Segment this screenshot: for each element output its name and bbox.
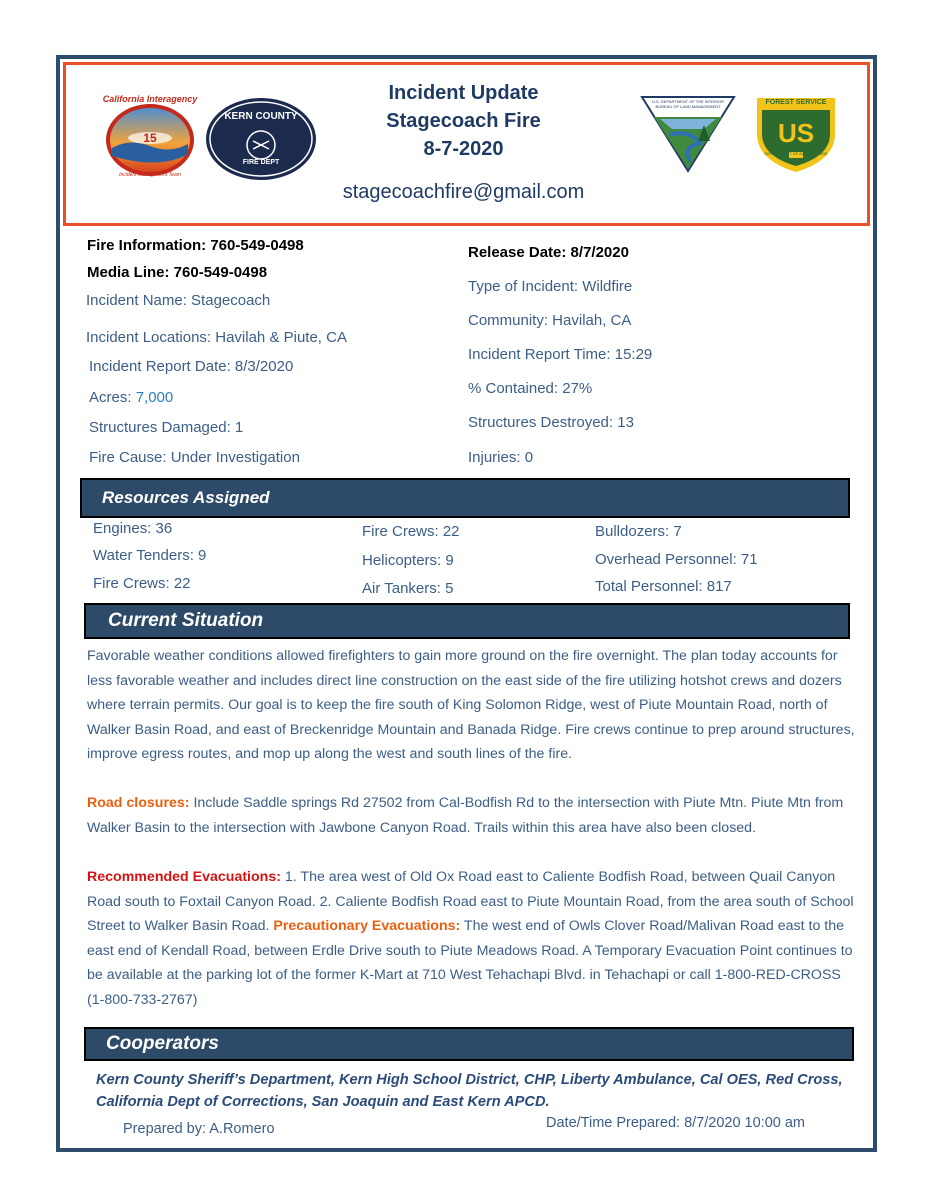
cal-imt-sub: Incident Management Team (119, 172, 181, 178)
percent-contained: % Contained: 27% (468, 380, 593, 397)
blm-logo (640, 95, 736, 173)
structures-destroyed: Structures Destroyed: 13 (468, 414, 634, 431)
resources-title: Resources Assigned (102, 488, 270, 507)
acres-label: Acres: (89, 389, 136, 406)
blm-text: U.S. DEPARTMENT OF THE INTERIOR BUREAU OF LAND MANAGEMENT (652, 99, 724, 109)
incident-report-date: Incident Report Date: 8/3/2020 (89, 358, 294, 375)
prepared-time: Date/Time Prepared: 8/7/2020 10:00 am (546, 1115, 806, 1131)
evacuations-label: Recommended Evacuations: (87, 869, 281, 885)
cooperators-text: Kern County Sheriff’s Department, Kern High School District, CHP, Liberty Ambulance, Cal OES, Red Cross, California Dept of Corrections, San Joaquin and East Kern APCD. (96, 1072, 843, 1110)
situation-paragraph: Favorable weather conditions allowed firefighters to gain more ground on the fire overnight. The plan today accounts for less favorable weather and includes direct line construction on the east side of the fire utilizing hotshot crews and dozers where terrain permits. Our goal is to keep the fire south of King Solomon Ridge, west of Piute Mountain Road, north of Walker Basin Road, and east of Breckenridge Mountain and Banada Ridge. Fire crews continue to prep around structures, improve egress routes, and mop up along the west and south lines of the fire. (87, 648, 855, 763)
resource-water-tenders: Water Tenders: 9 (93, 547, 207, 564)
cooperators-bar (84, 1027, 854, 1061)
resource-total-personnel: Total Personnel: 817 (595, 578, 732, 595)
forest-service-bottom: DEPARTMENT OF AGRICULTURE (764, 151, 828, 156)
road-closures-text: Include Saddle springs Rd 27502 from Cal-Bodfish Rd to the intersection with Piute Mtn. Piute Mtn from Walker Basin to the intersection with Jawbone Canyon Road. Trails within this area have also been closed. (87, 795, 844, 836)
forest-service-top: FOREST SERVICE (765, 99, 827, 106)
community: Community: Havilah, CA (468, 312, 632, 329)
kern-county-logo (205, 97, 317, 181)
resource-fire-crews-2: Fire Crews: 22 (362, 523, 460, 540)
header-email[interactable]: stagecoachfire@gmail.com (342, 181, 585, 203)
resource-fire-crews-1: Fire Crews: 22 (93, 575, 191, 592)
kern-county-sub: FIRE DEPT (242, 159, 280, 166)
release-date: Release Date: 8/7/2020 (468, 244, 629, 261)
resource-bulldozers: Bulldozers: 7 (595, 523, 682, 540)
cal-imt-number: 15 (143, 131, 157, 145)
forest-service-logo (753, 94, 839, 174)
prepared-by: Prepared by: A.Romero (123, 1121, 275, 1137)
fire-cause: Fire Cause: Under Investigation (89, 449, 300, 466)
cal-imt-text: California Interagency (102, 94, 198, 104)
header-title-line1: Incident Update (388, 82, 539, 104)
header-title-line3: 8-7-2020 (423, 138, 504, 160)
resource-overhead-personnel: Overhead Personnel: 71 (595, 551, 758, 568)
evacuations-text: 1. The area west of Old Ox Road east to Caliente Bodfish Road, between Quail Canyon Road south to Foxtail Canyon Road. 2. Caliente Bodfish Road east to Piute Mountain Road, from the area south of School Street to Walker Basin Road. (87, 869, 854, 935)
header-title-line2: Stagecoach Fire (386, 110, 541, 132)
incident-type: Type of Incident: Wildfire (468, 278, 633, 295)
resource-air-tankers: Air Tankers: 5 (362, 580, 454, 597)
fire-information: Fire Information: 760-549-0498 (87, 237, 304, 254)
structures-damaged: Structures Damaged: 1 (89, 419, 244, 436)
media-line: Media Line: 760-549-0498 (87, 264, 268, 281)
road-closures (87, 791, 857, 840)
incident-report-time: Incident Report Time: 15:29 (468, 346, 653, 363)
precautionary-text: The west end of Owls Clover Road/Malivan Road east to the east end of Kendall Road, between Erdle Drive south to Piute Meadows Road. A Temporary Evacuation Point continues to be available at the parking lot of the former K-Mart at 710 West Tehachapi Blvd. in Tehachapi or call 1-800-RED-CROSS (1-800-733-2767) (87, 918, 853, 1008)
incident-name: Incident Name: Stagecoach (86, 292, 271, 309)
cooperators-title: Cooperators (106, 1033, 219, 1054)
resource-engines: Engines: 36 (93, 520, 173, 537)
situation-title: Current Situation (108, 610, 264, 631)
forest-service-mid: US (777, 118, 815, 148)
acres (89, 389, 173, 406)
acres-value: 7,000 (135, 389, 174, 406)
injuries: Injuries: 0 (468, 449, 534, 466)
resources-bar (80, 478, 850, 518)
road-closures-label: Road closures: (87, 795, 190, 811)
resource-helicopters: Helicopters: 9 (362, 552, 454, 569)
precautionary-label: Precautionary Evacuations: (273, 918, 461, 935)
incident-locations: Incident Locations: Havilah & Piute, CA (86, 329, 347, 346)
situation-bar (84, 603, 850, 639)
kern-county-text: KERN COUNTY (224, 111, 298, 122)
evacuations (87, 865, 857, 1013)
cal-imt-logo (100, 92, 200, 184)
